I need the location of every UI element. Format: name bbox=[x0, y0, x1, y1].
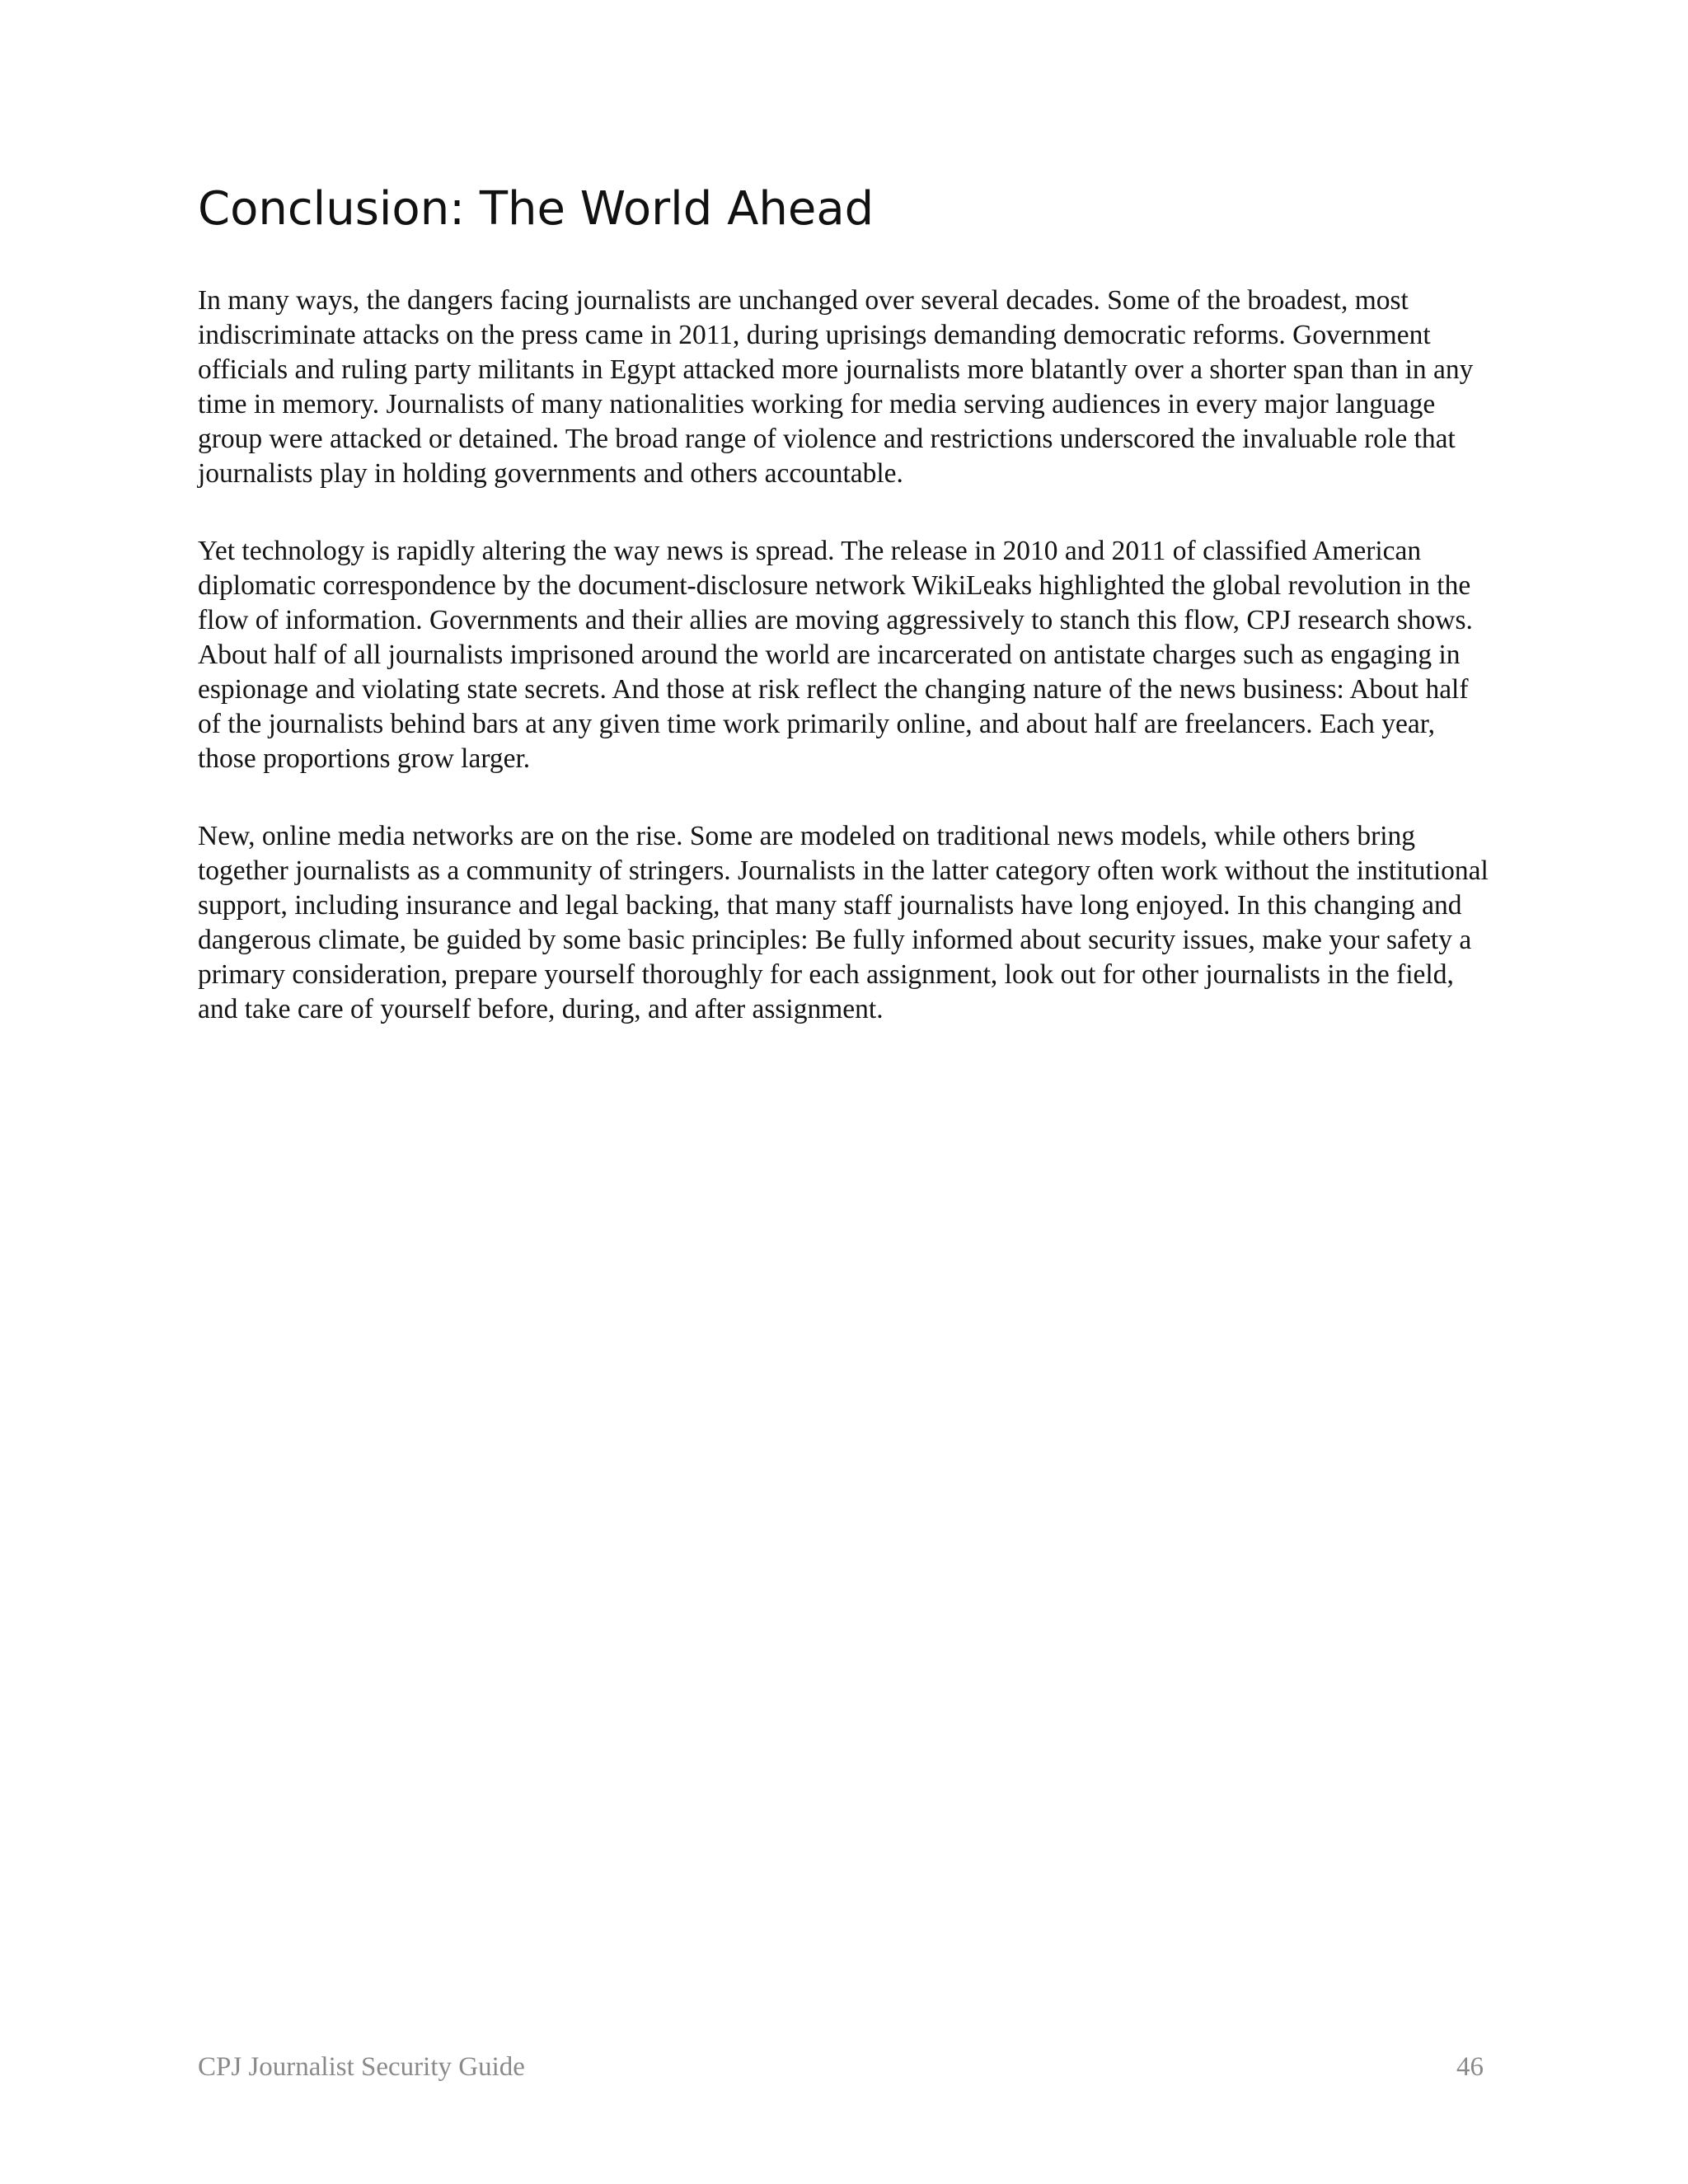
footer-title: CPJ Journalist Security Guide bbox=[198, 2052, 525, 2082]
paragraph-2: Yet technology is rapidly altering the way news is spread. The release in 2010 and 2011 of classified American diplomatic correspondence by the document-disclosure network WikiLeaks highlighted the global revolution in the flow of information. Governments and their allies are moving aggressively to stanch this flow, CPJ research shows. About half of all journalists imprisoned around the world are incarcerated on antistate charges such as engaging in espionage and violating state secrets. And those at risk reflect the changing nature of the news business: About half of the journalists behind bars at any given time work primarily online, and about half are freelancers. Each year, those proportions grow larger. bbox=[198, 536, 1473, 774]
body-text bbox=[198, 284, 1492, 1070]
page-number: 46 bbox=[1456, 2052, 1484, 2082]
page-title: Conclusion: The World Ahead bbox=[198, 182, 874, 236]
paragraph-3: New, online media networks are on the rise. Some are modeled on traditional news models, while others bring together journalists as a community of stringers. Journalists in the latter category often work without the institutional support, including insurance and legal backing, that many staff journalists have long enjoyed. In this changing and dangerous climate, be guided by some basic principles: Be fully informed about security issues, make your safety a primary consideration, prepare yourself thoroughly for each assignment, look out for other journalists in the field, and take care of yourself before, during, and after assignment. bbox=[198, 821, 1489, 1024]
paragraph-1: In many ways, the dangers facing journalists are unchanged over several decades. Some of the broadest, most indiscriminate attacks on the press came in 2011, during uprisings demanding democratic reforms. Government officials and ruling party militants in Egypt attacked more journalists more blatantly over a shorter span than in any time in memory. Journalists of many nationalities working for media serving audiences in every major language group were attacked or detained. The broad range of violence and restrictions underscored the invaluable role that journalists play in holding governments and others accountable. bbox=[198, 285, 1474, 489]
